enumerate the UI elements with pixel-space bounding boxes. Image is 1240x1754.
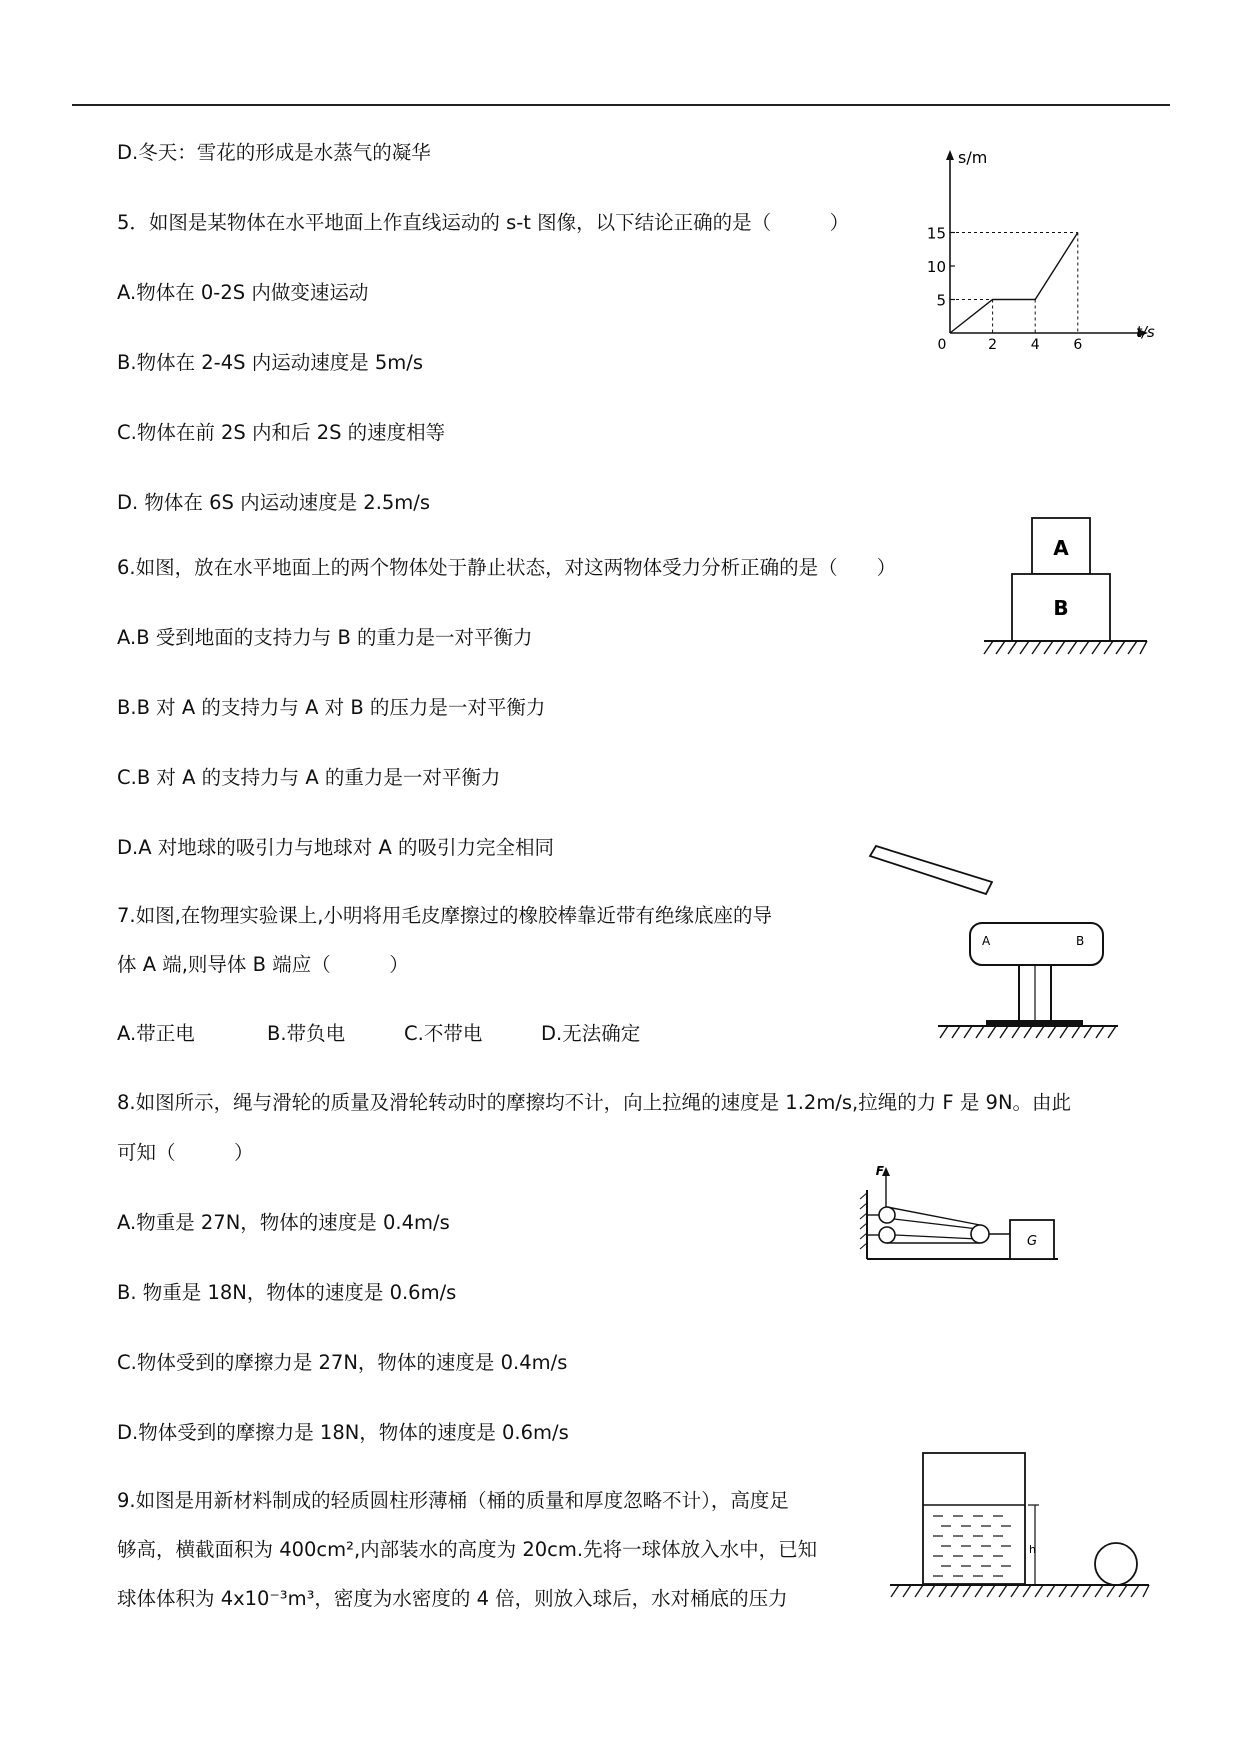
conductor-end-b: B (1076, 934, 1085, 948)
q7-ground-hatching (938, 1026, 1120, 1042)
q7-stem-line-2: 体 A 端,则导体 B 端应（ ） (117, 953, 409, 976)
q6-option-c: C.B 对 A 的支持力与 A 的重力是一对平衡力 (117, 766, 501, 789)
q5-option-c: C.物体在前 2S 内和后 2S 的速度相等 (117, 421, 446, 444)
q8-option-a: A.物重是 27N，物体的速度是 0.4m/s (117, 1211, 450, 1234)
x-tick-label: 6 (1073, 337, 1083, 353)
q8-pulley-figure (860, 1165, 1060, 1275)
x-axis-label: t/s (1136, 323, 1155, 341)
object-label: G (1026, 1234, 1038, 1249)
ground-hatching (891, 1585, 1149, 1597)
q8-option-d: D.物体受到的摩擦力是 18N，物体的速度是 0.6m/s (117, 1421, 569, 1444)
q9-line-1: 9.如图是用新材料制成的轻质圆柱形薄桶（桶的质量和厚度忽略不计），高度足 (117, 1489, 789, 1512)
rubber-rod (870, 846, 992, 894)
ball (1095, 1543, 1137, 1585)
x-tick-label: 0 (937, 337, 947, 353)
q7-options (117, 1021, 640, 1047)
x-tick-label: 2 (988, 337, 998, 353)
x-tick-label: 4 (1030, 337, 1040, 353)
q5-option-b: B.物体在 2-4S 内运动速度是 5m/s (117, 351, 424, 374)
fixed-pulley-bottom (879, 1227, 895, 1243)
q8-stem-line-2: 可知（ ） (117, 1141, 254, 1164)
q9-line-2: 够高，横截面积为 400cm²,内部装水的高度为 20cm.先将一球体放入水中，已知 (117, 1538, 818, 1561)
q5-stem: 5．如图是某物体在水平地面上作直线运动的 s-t 图像，以下结论正确的是（ ） (117, 211, 850, 234)
q5-option-d: D. 物体在 6S 内运动速度是 2.5m/s (117, 491, 431, 514)
y-axis-label: s/m (958, 148, 988, 167)
q8-option-b: B. 物重是 18N，物体的速度是 0.6m/s (117, 1281, 457, 1304)
header-rule (72, 104, 1170, 106)
q7-option-a: A.带正电 (117, 1022, 195, 1045)
q7-stem-line-1: 7.如图,在物理实验课上,小明将用毛皮摩擦过的橡胶棒靠近带有绝缘底座的导 (117, 904, 773, 927)
moving-pulley (971, 1225, 989, 1243)
q5-st-graph (926, 148, 1160, 353)
base-plate (986, 1020, 1083, 1025)
q9-line-3: 球体体积为 4x10⁻³m³，密度为水密度的 4 倍，则放入球后，水对桶底的压力 (117, 1587, 788, 1610)
q7-option-d: D.无法确定 (541, 1022, 641, 1045)
block-a-label: A (1053, 536, 1069, 560)
y-tick-label: 15 (926, 224, 946, 243)
q4-option-d: D.冬天：雪花的形成是水蒸气的凝华 (117, 141, 431, 164)
y-tick-label: 5 (936, 291, 946, 310)
q9-bucket-figure (885, 1450, 1155, 1610)
y-axis-arrow (946, 150, 954, 160)
block-b-label: B (1053, 596, 1069, 620)
series-line (950, 233, 1078, 334)
q6-stem: 6.如图，放在水平地面上的两个物体处于静止状态，对这两物体受力分析正确的是（ ） (117, 556, 897, 579)
force-label: F (875, 1164, 884, 1178)
fixed-pulley-top (879, 1207, 895, 1223)
ground-hatching (984, 641, 1147, 654)
y-tick-label: 10 (926, 258, 946, 276)
q7-conductor-figure (868, 838, 1128, 1018)
q7-option-c: C.不带电 (404, 1022, 483, 1045)
q8-stem-line-1: 8.如图所示，绳与滑轮的质量及滑轮转动时的摩擦均不计，向上拉绳的速度是 1.2m/s,拉绳的力 F 是 9N。由此 (117, 1091, 1072, 1114)
q6-option-a: A.B 受到地面的支持力与 B 的重力是一对平衡力 (117, 626, 533, 649)
q6-option-d: D.A 对地球的吸引力与地球对 A 的吸引力完全相同 (117, 836, 554, 859)
q7-option-b: B.带负电 (267, 1022, 346, 1045)
q8-option-c: C.物体受到的摩擦力是 27N，物体的速度是 0.4m/s (117, 1351, 568, 1374)
height-label: h (1029, 1543, 1036, 1556)
q6-stacked-blocks-figure (975, 515, 1155, 665)
conductor-end-a: A (982, 934, 991, 948)
q6-option-b: B.B 对 A 的支持力与 A 对 B 的压力是一对平衡力 (117, 696, 546, 719)
bucket (923, 1453, 1025, 1584)
q5-option-a: A.物体在 0-2S 内做变速运动 (117, 281, 369, 304)
